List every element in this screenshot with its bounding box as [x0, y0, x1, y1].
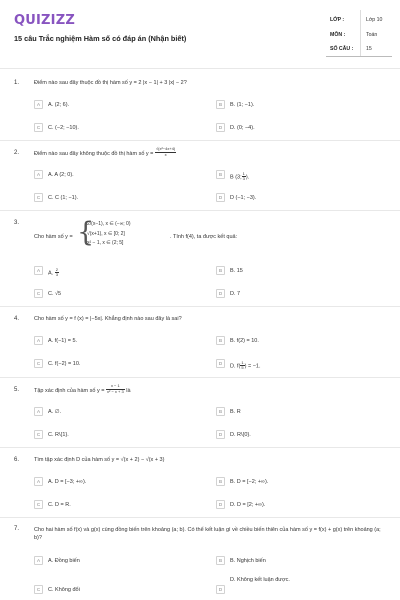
option-letter-box: D [216, 193, 225, 202]
option-text-main: A. [48, 269, 54, 276]
option-letter-box: D [216, 430, 225, 439]
fraction-denominator: x² − x + 3 [107, 388, 124, 394]
piecewise-case-1: 2/(x−1), x ∈ (−∞; 0) [87, 221, 131, 227]
class-value: Lớp 10 [366, 17, 383, 23]
option-letter-box: A [34, 336, 43, 345]
option-letter-box: C [34, 289, 43, 298]
quizizz-logo: QUIZIZZ [14, 13, 75, 28]
option-text: B. D = [−2; +∞). [230, 478, 269, 485]
option-text: D. Không kết luận được. [230, 577, 290, 583]
option-letter-box: C [34, 500, 43, 509]
question-number: 5. [14, 387, 20, 393]
option-text: C. D = R. [48, 501, 71, 508]
option-text: C. (−2; −10). [48, 124, 79, 131]
option-text: A. Đồng biến [48, 557, 80, 564]
option-letter-box: C [34, 359, 43, 368]
option-letter-box: A [34, 407, 43, 416]
option-letter-box: B [216, 407, 225, 416]
meta-class [326, 14, 392, 27]
meta-subject [326, 29, 392, 42]
option-letter-box: A [34, 477, 43, 486]
option-text: A. (2; 6). [48, 101, 70, 108]
option-text: A. D = [−3; +∞). [48, 478, 87, 485]
option-letter-box: B [216, 556, 225, 565]
option-text: D. 7 [230, 290, 241, 297]
option-text: A. ∅. [48, 408, 62, 415]
class-label: LỚP : [330, 17, 345, 23]
option-letter-box: D [216, 585, 225, 594]
option-letter-box: B [216, 477, 225, 486]
question-divider [0, 447, 400, 448]
question-text-tail: . Tính f(4), ta được kết quả: [170, 234, 238, 240]
question-divider [0, 306, 400, 307]
meta-count [326, 43, 392, 56]
piecewise-case-3: x² − 1, x ∈ (2; 5] [87, 240, 124, 246]
option-letter-box: C [34, 585, 43, 594]
option-text-main: B (3; [230, 173, 242, 180]
question-text-tail: là [126, 387, 131, 394]
option-text: B. Nghịch biến [230, 557, 266, 564]
option-text: D. (0; −4). [230, 124, 255, 131]
question-text [34, 383, 131, 394]
option-text: B. R [230, 408, 241, 415]
option-letter-box: D [216, 123, 225, 132]
formula-fraction [106, 384, 125, 394]
fraction-denominator: 5 [241, 365, 244, 370]
fraction-numerator: 1 [241, 359, 244, 365]
question-divider [0, 210, 400, 211]
option-text-main: D. f( [230, 362, 241, 369]
subject-value: Toán [366, 32, 378, 38]
question-number: 6. [14, 457, 20, 463]
question-text [34, 146, 176, 157]
fraction-denominator: 3 [55, 272, 58, 277]
question-text: Cho hai hàm số f(x) và g(x) cùng đồng biến trên khoảng (a; b). Có thể kết luận gì về chiều biến thiên của hàm số y = f(x) + g(x) trên khoảng (a; b)? [34, 527, 381, 541]
fraction-numerator: x − 1 [106, 384, 125, 390]
option-text-tail: ). [245, 173, 250, 180]
option-text [230, 361, 261, 371]
option-fraction [55, 268, 59, 278]
option-text: C. R\{1}. [48, 431, 69, 438]
option-text: D (−1; −3). [230, 194, 257, 201]
question-number: 1. [14, 80, 20, 86]
fraction-denominator: x [164, 151, 167, 157]
option-text: A. A (2; 0). [48, 171, 74, 178]
subject-label: MÔN : [330, 32, 346, 38]
question-divider [0, 377, 400, 378]
option-text: C. C (1; −1). [48, 194, 79, 201]
option-text [230, 172, 249, 182]
option-letter-box: C [34, 430, 43, 439]
option-text: A. f(−1) = 5. [48, 337, 78, 344]
option-letter-box: A [34, 170, 43, 179]
fraction-numerator: 1 [242, 170, 245, 176]
option-letter-box: B [216, 170, 225, 179]
option-letter-box: C [34, 123, 43, 132]
option-letter-box: A [34, 100, 43, 109]
question-text-main: Điểm nào sau đây không thuộc đồ thị hàm số y = [34, 150, 154, 157]
question-divider [0, 140, 400, 141]
question-text: Cho hàm số y = [34, 234, 73, 240]
option-letter-box: A [34, 266, 43, 275]
option-letter-box: C [34, 193, 43, 202]
option-text: B. f(2) = 10. [230, 337, 259, 344]
formula-fraction [155, 147, 176, 157]
option-letter-box: A [34, 556, 43, 565]
piecewise-case-2: √(x+1), x ∈ [0; 2] [87, 230, 125, 237]
question-number: 7. [14, 526, 20, 532]
piecewise-brace: { [77, 217, 95, 248]
question-text-main: Tập xác định của hàm số y = [34, 387, 105, 394]
option-text: C. Không đổi [48, 586, 80, 593]
option-letter-box: D [216, 289, 225, 298]
question-number: 3. [14, 220, 20, 226]
document-header [0, 0, 400, 68]
header-divider [0, 68, 400, 69]
count-value: 15 [366, 46, 372, 52]
meta-underline [326, 56, 392, 57]
fraction-numerator: 2 [55, 266, 58, 272]
count-label: SỐ CÂU : [330, 46, 354, 52]
question-text: Cho hàm số y = f (x) = |−5x|. Khẳng định nào sau đây là sai? [34, 316, 182, 322]
option-letter-box: D [216, 359, 225, 368]
question-number: 4. [14, 316, 20, 322]
question-number: 2. [14, 150, 20, 156]
option-text: D. R\{0}. [230, 431, 251, 438]
question-text: Tìm tập xác định D của hàm số y = √(x + 2) − √(x + 3) [34, 457, 165, 463]
option-letter-box: B [216, 336, 225, 345]
option-letter-box: B [216, 266, 225, 275]
option-text-tail: ) = −1. [244, 362, 261, 369]
fraction-denominator: 3 [242, 176, 245, 181]
question-text: Điểm nào sau đây thuộc đồ thị hàm số y = 2 |x − 1| + 3 |x| − 2? [34, 80, 187, 86]
option-text: C. √5 [48, 290, 62, 297]
fraction-numerator: √(x²−4x+4) [155, 146, 176, 151]
option-text: C. f(−2) = 10. [48, 360, 81, 367]
question-divider [0, 517, 400, 518]
option-text: D. D = [2; +∞). [230, 501, 266, 508]
option-letter-box: B [216, 100, 225, 109]
option-letter-box: D [216, 500, 225, 509]
option-text [48, 268, 59, 278]
option-text: B. 15 [230, 267, 243, 274]
option-text: B. (1; −1). [230, 101, 255, 108]
piecewise-cases [87, 220, 131, 249]
page-title: 15 câu Trắc nghiệm Hàm số có đáp án (Nhận biết) [14, 34, 187, 43]
